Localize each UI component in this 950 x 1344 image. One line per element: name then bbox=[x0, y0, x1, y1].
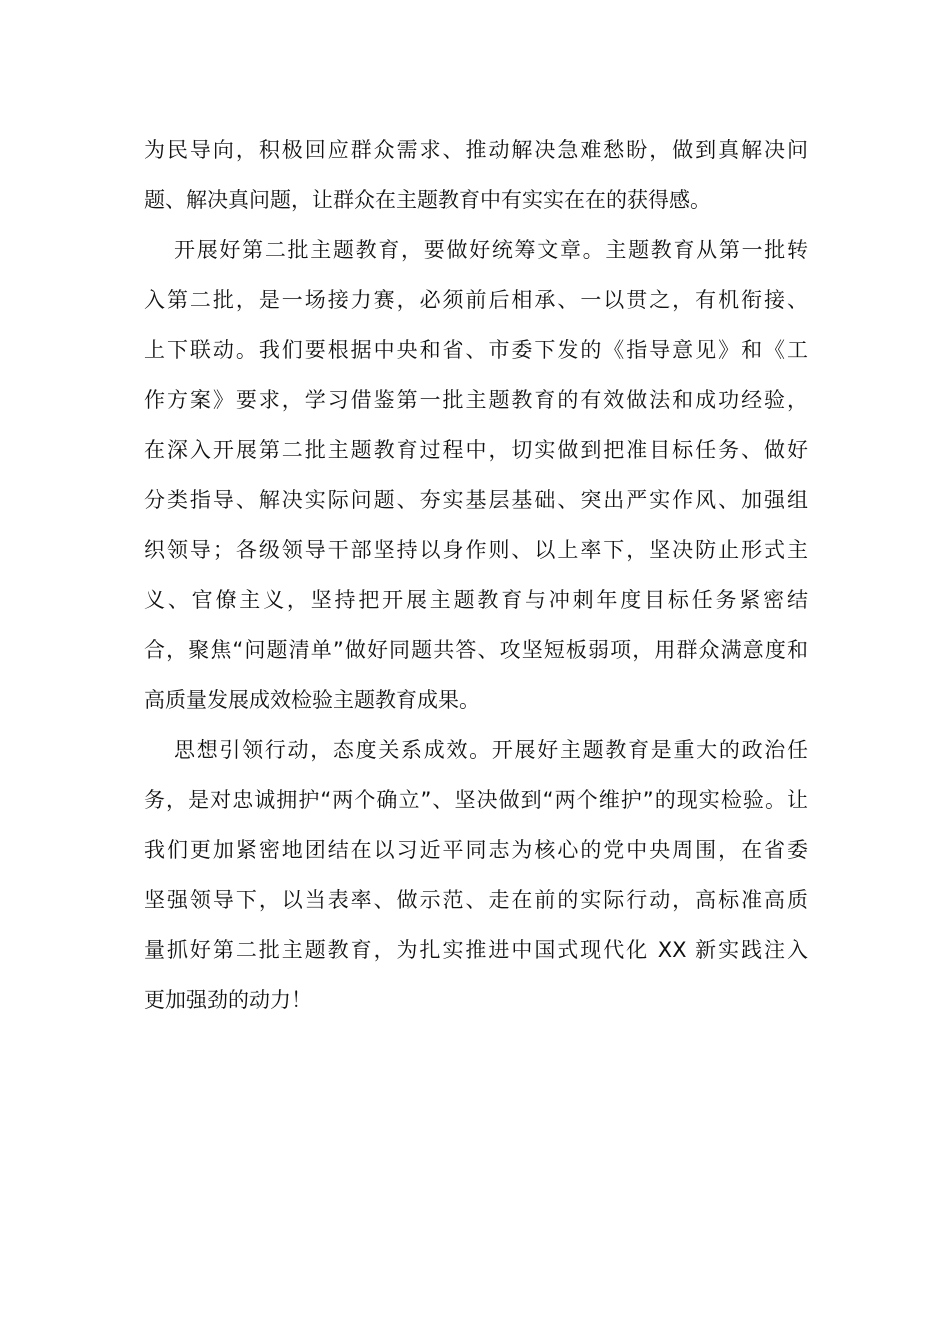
paragraph-1-line-1: 为民导向，积极回应群众需求、推动解决急难愁盼，做到真解决问 bbox=[144, 138, 808, 162]
paragraph-2-line-1: 开展好第二批主题教育，要做好统筹文章。主题教育从第一批转 bbox=[174, 238, 808, 262]
paragraph-3-line-3: 我们更加紧密地团结在以习近平同志为核心的党中央周围，在省委 bbox=[144, 838, 808, 862]
paragraph-2-line-2: 入第二批，是一场接力赛，必须前后相承、一以贯之，有机衔接、 bbox=[144, 288, 808, 312]
paragraph-2-line-8: 义、官僚主义，坚持把开展主题教育与冲刺年度目标任务紧密结 bbox=[144, 588, 808, 612]
paragraph-2-line-7: 织领导；各级领导干部坚持以身作则、以上率下，坚决防止形式主 bbox=[144, 538, 808, 562]
document-body bbox=[144, 125, 808, 1025]
paragraph-2-line-5: 在深入开展第二批主题教育过程中，切实做到把准目标任务、做好 bbox=[144, 438, 808, 462]
paragraph-2-line-10: 高质量发展成效检验主题教育成果。 bbox=[144, 688, 480, 712]
paragraph-2-line-9: 合，聚焦“问题清单”做好同题共答、攻坚短板弱项，用群众满意度和 bbox=[144, 638, 808, 662]
paragraph-3-line-5: 量抓好第二批主题教育，为扎实推进中国式现代化 XX 新实践注入 bbox=[144, 938, 808, 962]
paragraph-2-line-3: 上下联动。我们要根据中央和省、市委下发的《指导意见》和《工 bbox=[144, 338, 808, 362]
paragraph-2-line-6: 分类指导、解决实际问题、夯实基层基础、突出严实作风、加强组 bbox=[144, 488, 808, 512]
paragraph-3-line-4: 坚强领导下，以当表率、做示范、走在前的实际行动，高标准高质 bbox=[144, 888, 808, 912]
paragraph-3-line-2: 务，是对忠诚拥护“两个确立”、坚决做到“两个维护”的现实检验。让 bbox=[144, 788, 808, 812]
paragraph-3-line-1: 思想引领行动，态度关系成效。开展好主题教育是重大的政治任 bbox=[174, 738, 808, 762]
paragraph-3-line-6: 更加强劲的动力！ bbox=[144, 988, 312, 1012]
paragraph-1-line-2: 题、解决真问题，让群众在主题教育中有实实在在的获得感。 bbox=[144, 188, 711, 212]
paragraph-2-line-4: 作方案》要求，学习借鉴第一批主题教育的有效做法和成功经验， bbox=[144, 388, 808, 412]
